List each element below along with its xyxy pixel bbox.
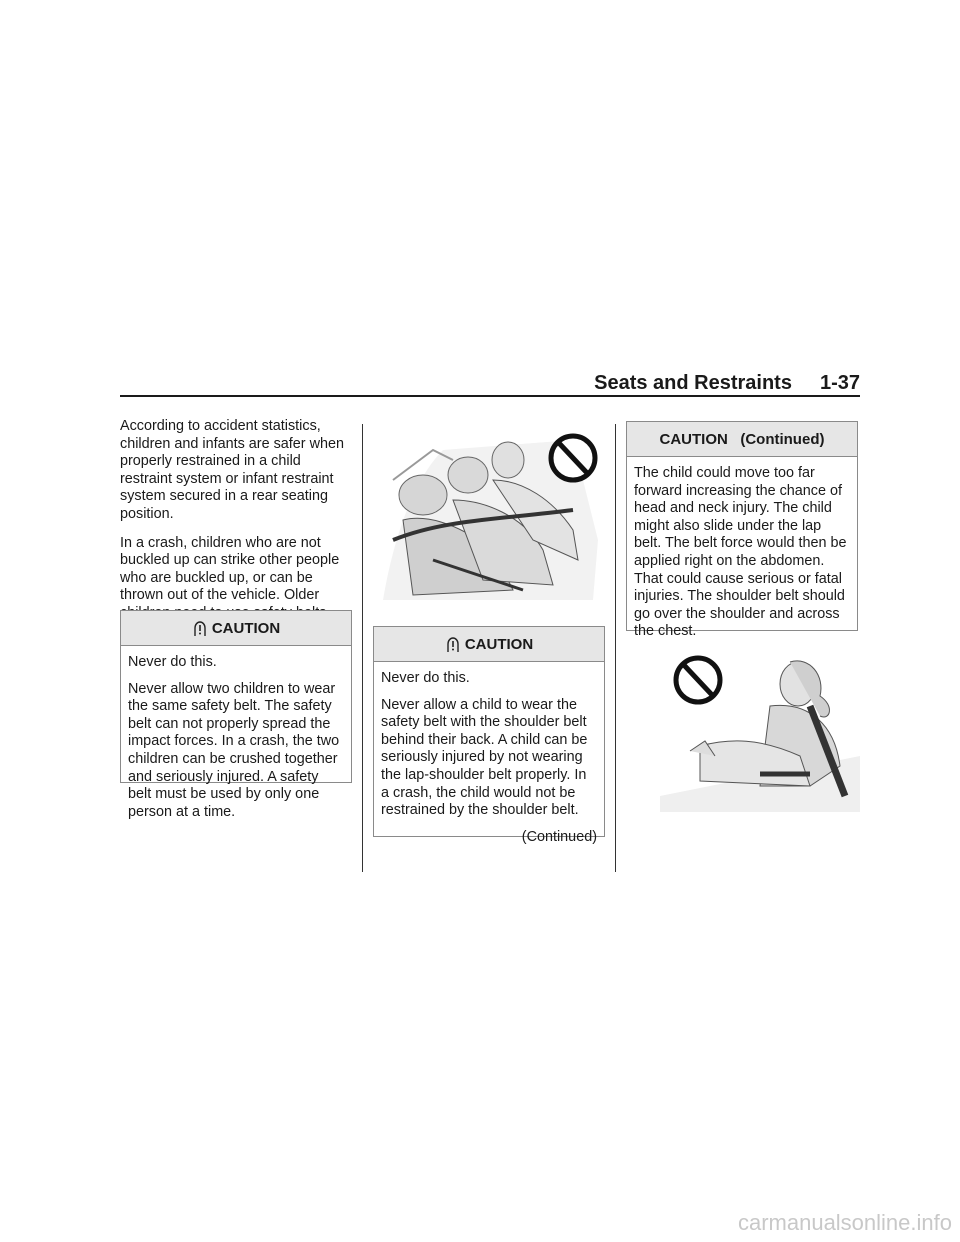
header-rule bbox=[120, 395, 860, 397]
body-paragraph: In a crash, children who are not buckled up can strike other people who are buckled up, or can be thrown out of the vehicle. Older bbox=[120, 534, 340, 604]
caution-title: CAUTION bbox=[211, 619, 281, 637]
page-header bbox=[120, 370, 860, 396]
caution-text: The child could move too far forward increasing the chance of head and neck injury. The child might also slide under the lap belt. The belt force would then be applied right on the abdomen. That could cause serious or fatal injuries. The shoulder belt should go over the shoulder and across the chest. bbox=[634, 465, 847, 640]
two-children-one-belt-illustration bbox=[373, 420, 605, 610]
page-number: 1-37 bbox=[819, 372, 860, 394]
caution-title: CAUTION bbox=[464, 635, 534, 653]
caution-title: CAUTION (Continued) bbox=[659, 430, 825, 448]
caution-header bbox=[374, 627, 604, 662]
caution-header bbox=[121, 611, 351, 646]
prohibition-icon bbox=[676, 658, 720, 702]
caution-box-right bbox=[626, 421, 858, 640]
caution-text: Never do this. bbox=[128, 654, 217, 670]
belt-behind-back-illustration bbox=[660, 646, 860, 812]
column-divider-1 bbox=[362, 424, 363, 872]
column-divider-2 bbox=[615, 424, 616, 872]
continued-label: (Continued) bbox=[521, 828, 597, 845]
caution-text: Never allow two children to wear the same safety belt. The safety belt can not properly spread the impact forces. In a crash, the two children can be crushed together and seriously injured. A safety belt must be used by only one person at a time. bbox=[128, 680, 340, 820]
body-paragraph: According to accident statistics, children and infants are safer when properly restrained in a child restraint system or infant restraint system secured in a rear seating position. bbox=[120, 418, 344, 522]
caution-box-middle bbox=[373, 626, 605, 845]
caution-header bbox=[627, 422, 857, 457]
warning-icon bbox=[192, 618, 208, 638]
warning-icon bbox=[445, 634, 461, 654]
watermark: carmanualsonline.info bbox=[737, 1210, 952, 1235]
caution-text: Never do this. bbox=[381, 670, 470, 686]
caution-box-left bbox=[120, 610, 352, 820]
caution-text: Never allow a child to wear the safety belt with the shoulder belt behind their back. A child can be seriously injured by not wearing the lap-shoulder belt properly. In a crash, the child would not be restrained by the shoulder belt. bbox=[381, 696, 588, 819]
prohibition-icon bbox=[551, 436, 595, 480]
section-title: Seats and Restraints bbox=[594, 372, 792, 394]
